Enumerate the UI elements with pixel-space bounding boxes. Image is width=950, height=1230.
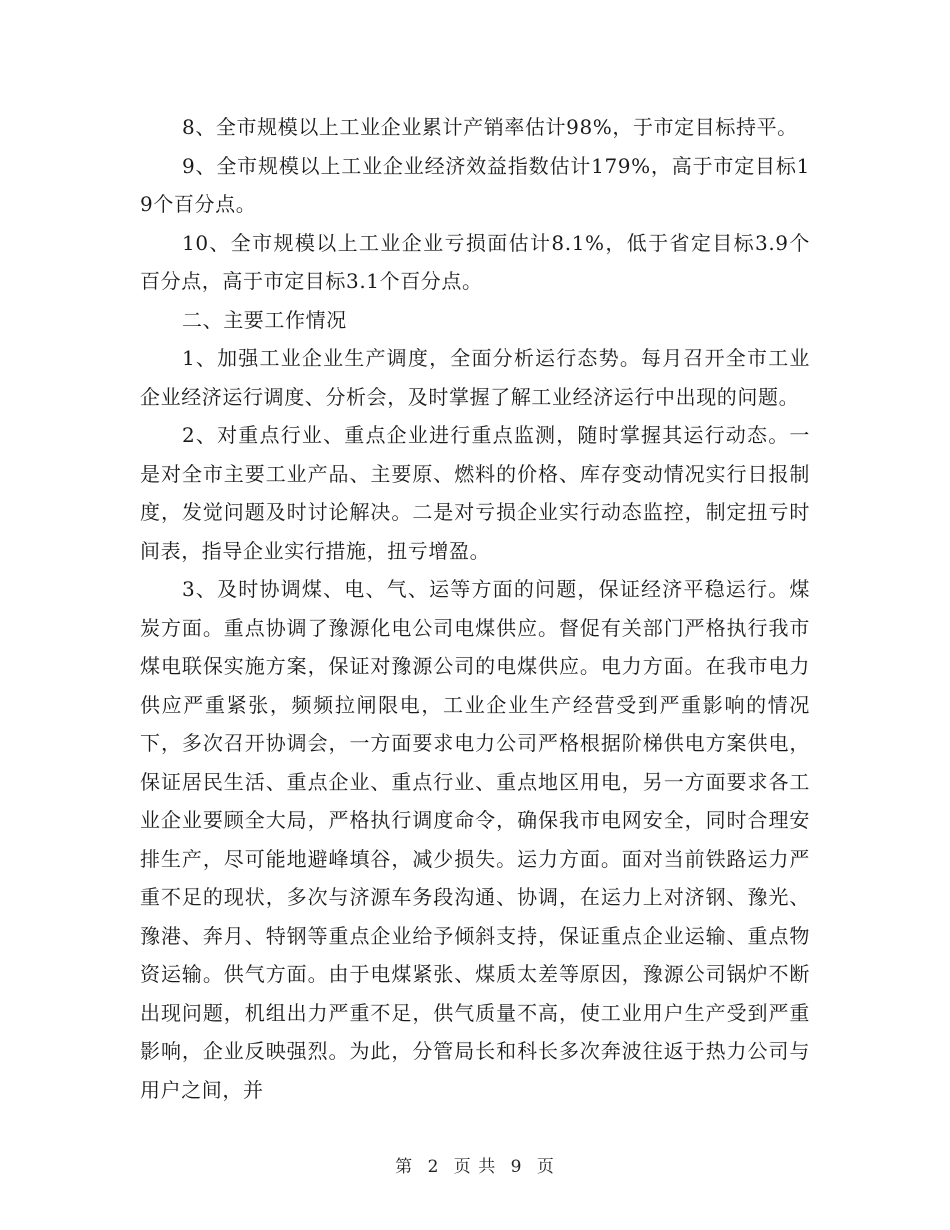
paragraph-item-9: 9、全市规模以上工业企业经济效益指数估计179%，高于市定目标19个百分点。 [140, 153, 810, 216]
footer-suffix: 页 [536, 1157, 555, 1177]
page-footer [0, 1152, 950, 1177]
document-body [140, 108, 810, 1109]
footer-middle: 页 共 [453, 1157, 497, 1177]
footer-current-page: 2 [427, 1157, 440, 1177]
paragraph-work-3: 3、及时协调煤、电、气、运等方面的问题，保证经济平稳运行。煤炭方面。重点协调了豫源化电公司电煤供应。督促有关部门严格执行我市煤电联保实施方案，保证对豫源公司的电煤供应。电力方面。在我市电力供应严重紧张，频频拉闸限电，工业企业生产经营受到严重影响的情况下，多次召开协调会，一方面要求电力公司严格根据阶梯供电方案供电，保证居民生活、重点企业、重点行业、重点地区用电，另一方面要求各工业企业要顾全大局，严格执行调度命令，确保我市电网安全，同时合理安排生产，尽可能地避峰填谷，减少损失。运力方面。面对当前铁路运力严重不足的现状，多次与济源车务段沟通、协调，在运力上对济钢、豫光、豫港、奔月、特钢等重点企业给予倾斜支持，保证重点企业运输、重点物资运输。供气方面。由于电煤紧张、煤质太差等原因，豫源公司锅炉不断出现问题，机组出力严重不足，供气质量不高，使工业用户生产受到严重影响，企业反映强烈。为此，分管局长和科长多次奔波往返于热力公司与用户之间，并 [140, 577, 810, 1102]
footer-prefix: 第 [395, 1157, 414, 1177]
footer-total-pages: 9 [510, 1157, 523, 1177]
paragraph-work-1: 1、加强工业企业生产调度，全面分析运行态势。每月召开全市工业企业经济运行调度、分析会，及时掌握了解工业经济运行中出现的问题。 [140, 346, 810, 409]
paragraph-item-10: 10、全市规模以上工业企业亏损面估计8.1%，低于省定目标3.9个百分点，高于市定目标3.1个百分点。 [140, 230, 810, 293]
section-heading: 二、主要工作情况 [182, 307, 347, 332]
paragraph-work-2: 2、对重点行业、重点企业进行重点监测，随时掌握其运行动态。一是对全市主要工业产品、主要原、燃料的价格、库存变动情况实行日报制度，发觉问题及时讨论解决。二是对亏损企业实行动态监控，制定扭亏时间表，指导企业实行措施，扭亏增盈。 [140, 423, 810, 563]
paragraph-item-8: 8、全市规模以上工业企业累计产销率估计98%，于市定目标持平。 [182, 115, 798, 139]
